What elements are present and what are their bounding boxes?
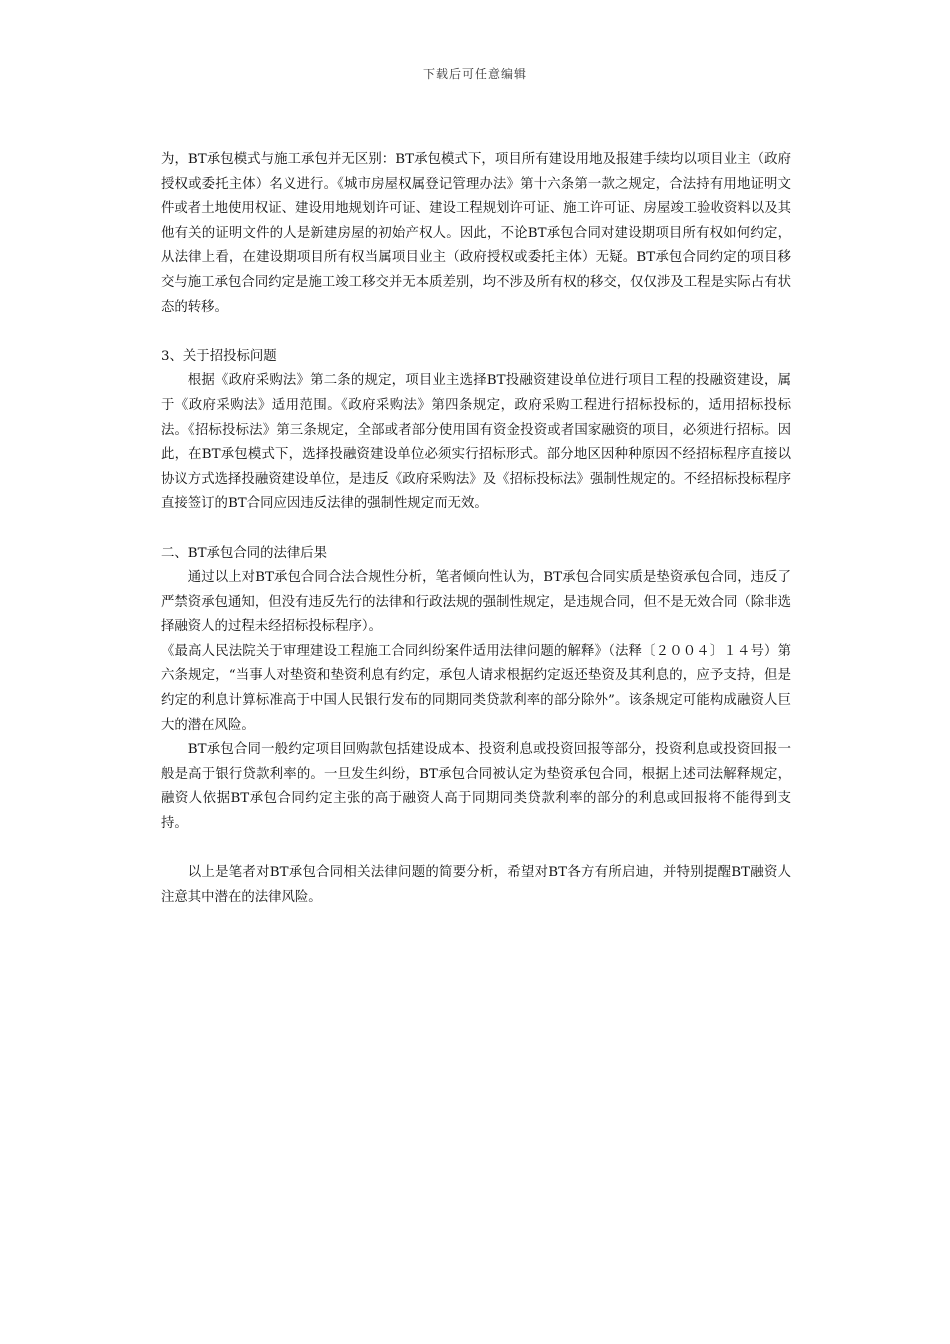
- paragraph-gap: [161, 320, 791, 345]
- paragraph-conclusion: 以上是笔者对BT承包合同相关法律问题的简要分析，希望对BT各方有所启迪，并特别提醒BT融资人注意其中潜在的法律风险。: [161, 865, 791, 905]
- paragraph-gap: [161, 837, 791, 862]
- section-heading-bidding: 3、关于招投标问题: [161, 348, 277, 364]
- paragraph-bidding: 根据《政府采购法》第二条的规定，项目业主选择BT投融资建设单位进行项目工程的投融资建设，属于《政府采购法》适用范围。《政府采购法》第四条规定，政府采购工程进行招标投标的，适用招标投标法。《招标投标法》第三条规定，全部或者部分使用国有资金投资或者国家融资的项目，必须进行招标。因此，在BT承包模式下，选择投融资建设单位必须实行招标形式。部分地区因种种原因不经招标程序直接以协议方式选择投融资建设单位，是违反《政府采购法》及《招标投标法》强制性规定的。不经招标投标程序直接签订的BT合同应因违反法律的强制性规定而无效。: [161, 373, 791, 512]
- paragraph-analysis: 通过以上对BT承包合同合法合规性分析，笔者倾向性认为，BT承包合同实质是垫资承包合同，违反了严禁资承包通知，但没有违反先行的法律和行政法规的强制性规定，是违规合同，但不是无效合同（除非选择融资人的过程未经招标投标程序）。: [161, 570, 791, 635]
- section-heading-legal-consequences: 二、BT承包合同的法律后果: [161, 545, 328, 561]
- page-header: 下载后可任意编辑: [422, 67, 527, 81]
- paragraph-repurchase: BT承包合同一般约定项目回购款包括建设成本、投资利息或投资回报等部分，投资利息或投资回报一般是高于银行贷款利率的。一旦发生纠纷，BT承包合同被认定为垫资承包合同，根据上述司法解释规定，融资人依据BT承包合同约定主张的高于融资人高于同期同类贷款利率的部分的利息或回报将不能得到支持。: [161, 742, 791, 832]
- paragraph-gap: [161, 517, 791, 542]
- paragraph-ownership: 为，BT承包模式与施工承包并无区别：BT承包模式下，项目所有建设用地及报建手续均以项目业主（政府授权或委托主体）名义进行。《城市房屋权属登记管理办法》第十六条第一款之规定，合法持有用地证明文件或者土地使用权证、建设用地规划许可证、建设工程规划许可证、施工许可证、房屋竣工验收资料以及其他有关的证明文件的人是新建房屋的初始产权人。因此，不论BT承包合同对建设期项目所有权如何约定，从法律上看，在建设期项目所有权当属项目业主（政府授权或委托主体）无疑。BT承包合同约定的项目移交与施工承包合同约定是施工竣工移交并无本质差别，均不涉及所有权的移交，仅仅涉及工程是实际占有状态的转移。: [161, 152, 791, 315]
- paragraph-judicial-interpretation: 《最高人民法院关于审理建设工程施工合同纠纷案件适用法律问题的解释》（法释〔２００４〕１４号）第六条规定，“当事人对垫资和垫资利息有约定，承包人请求根据约定返还垫资及其利息的，应予支持，但是约定的利息计算标准高于中国人民银行发布的同期同类贷款利率的部分除外”。该条规定可能构成融资人巨大的潜在风险。: [161, 643, 791, 733]
- document-body: [161, 148, 791, 910]
